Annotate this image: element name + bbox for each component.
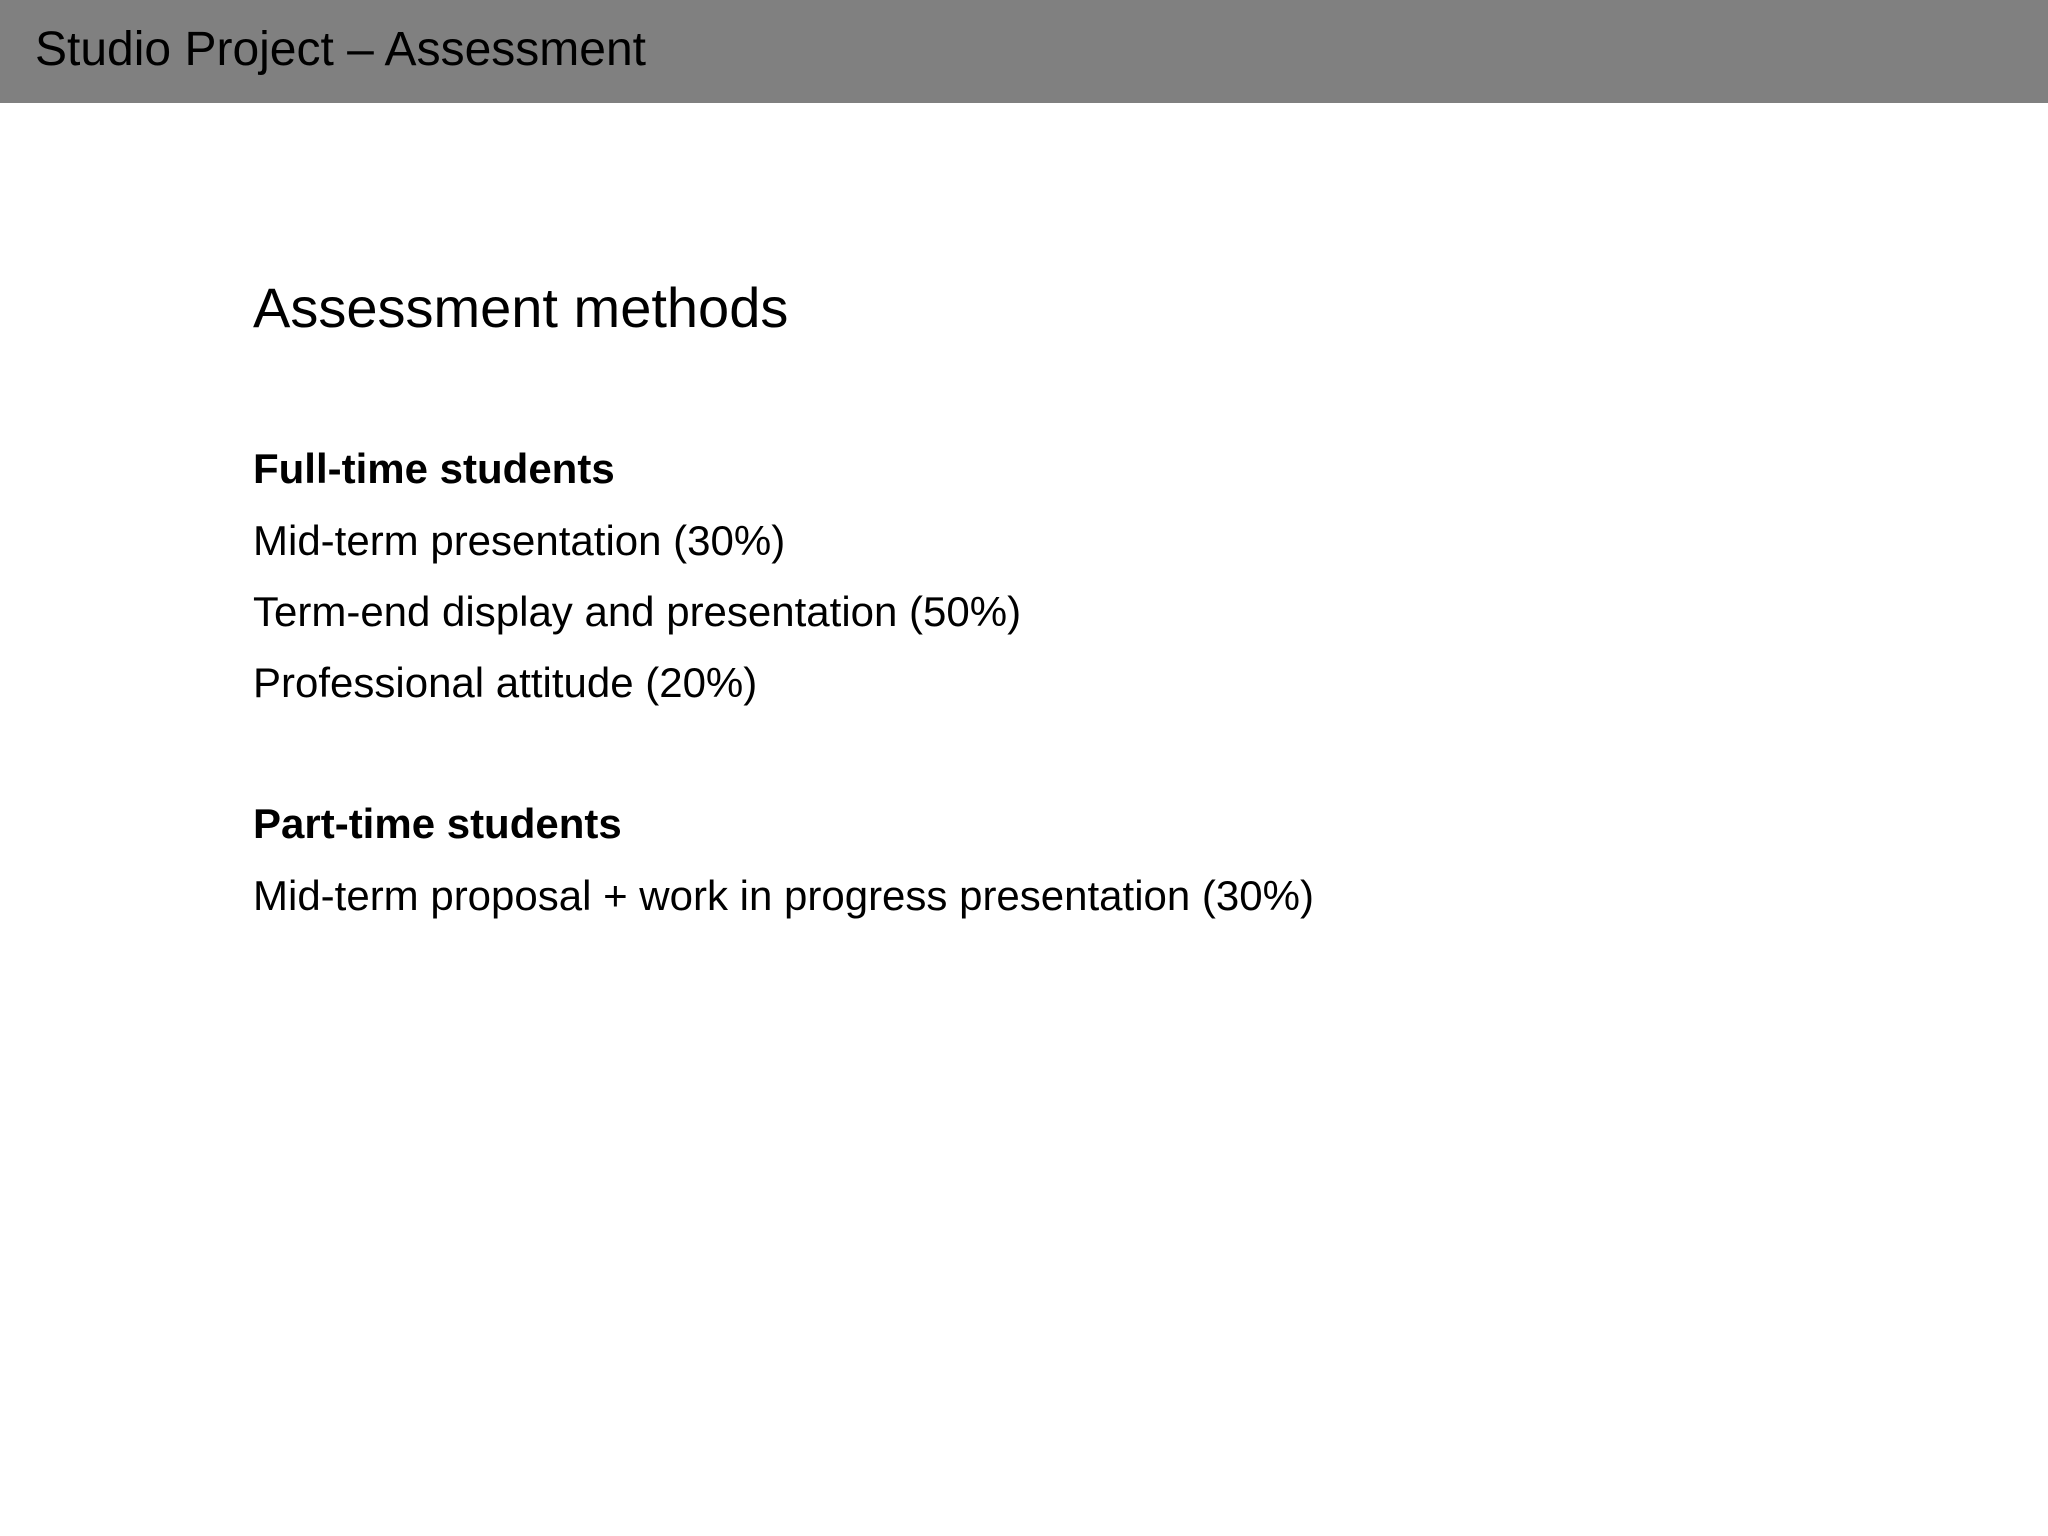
header-bar bbox=[0, 0, 2048, 103]
list-item: Mid-term presentation (30%) bbox=[253, 517, 786, 564]
part-time-list bbox=[253, 860, 1953, 931]
header-title: Studio Project – Assessment bbox=[35, 23, 646, 76]
group-title: Full-time students bbox=[253, 445, 615, 492]
full-time-list bbox=[253, 505, 1953, 718]
list-item: Mid-term proposal + work in progress presentation (30%) bbox=[253, 872, 1314, 919]
full-time-group bbox=[253, 433, 1953, 718]
section-heading: Assessment methods bbox=[253, 276, 789, 339]
part-time-group bbox=[253, 788, 1953, 931]
list-item: Professional attitude (20%) bbox=[253, 659, 758, 706]
list-item: Term-end display and presentation (50%) bbox=[253, 588, 1022, 635]
group-title: Part-time students bbox=[253, 800, 622, 847]
slide-content bbox=[253, 272, 1953, 931]
